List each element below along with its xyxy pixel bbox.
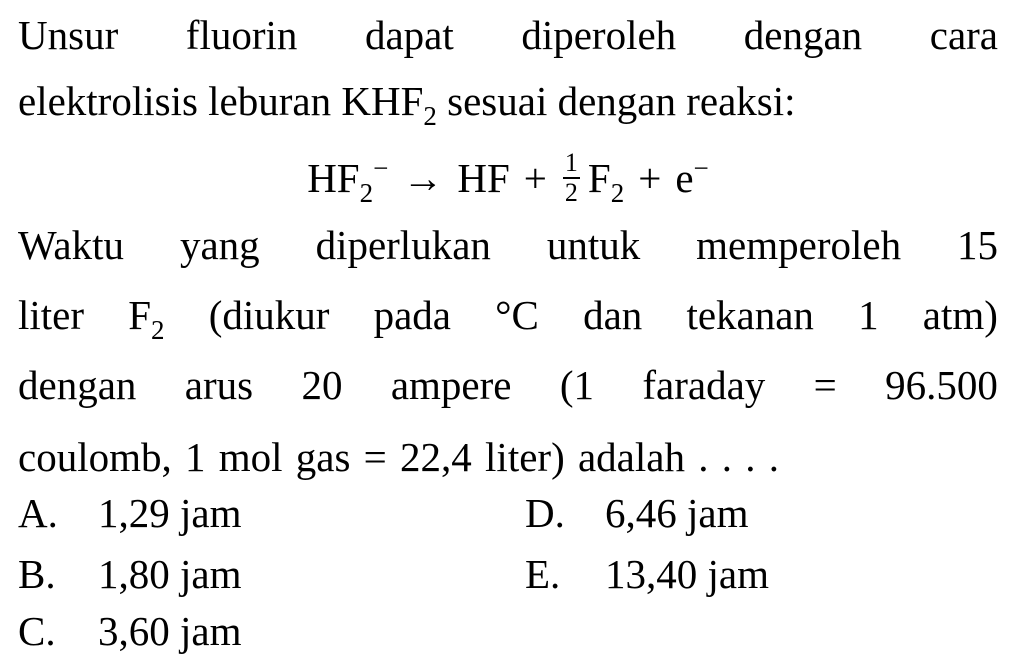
word: 15 xyxy=(957,222,998,268)
word: 96.500 xyxy=(885,362,998,408)
word: dan xyxy=(583,292,643,338)
fraction xyxy=(563,150,580,206)
question-line-3 xyxy=(18,220,998,270)
electron xyxy=(675,148,708,208)
option-letter: A. xyxy=(18,490,58,536)
question-line-5 xyxy=(18,360,998,410)
word: cara xyxy=(929,12,998,58)
word: Waktu xyxy=(18,222,125,268)
word: pada xyxy=(373,292,451,338)
word: arus xyxy=(184,362,254,408)
word: ampere xyxy=(390,362,512,408)
product-f2-formula: F xyxy=(587,155,611,201)
word: untuk xyxy=(546,222,641,268)
option-letter: B. xyxy=(18,551,56,597)
word: memperoleh xyxy=(696,222,902,268)
subscript: 2 xyxy=(359,178,374,208)
reaction-equation xyxy=(0,148,1016,208)
reactant-formula: HF xyxy=(307,155,360,201)
option-letter: E. xyxy=(525,551,561,597)
word: atm) xyxy=(922,292,998,338)
option-a[interactable] xyxy=(18,488,241,538)
option-e[interactable] xyxy=(525,549,769,599)
product-f2 xyxy=(588,148,624,208)
word: yang xyxy=(179,222,260,268)
charge: − xyxy=(693,153,709,183)
question-line-1 xyxy=(18,10,998,60)
option-text: 6,46 jam xyxy=(605,490,749,536)
electron-symbol: e xyxy=(675,155,694,201)
plus-sign: + xyxy=(638,155,662,201)
word: dapat xyxy=(364,12,454,58)
product-hf: HF xyxy=(457,155,510,201)
reaction-arrow: → xyxy=(402,155,444,201)
option-text: 1,29 jam xyxy=(98,490,242,536)
text: sesuai dengan reaksi: xyxy=(436,78,796,124)
word: = xyxy=(813,362,837,408)
question-line-2 xyxy=(18,76,998,131)
subscript: 2 xyxy=(151,315,165,345)
f-symbol: F xyxy=(128,292,152,338)
word: faraday xyxy=(642,362,766,408)
text: elektrolisis leburan KHF xyxy=(18,78,424,124)
option-d[interactable] xyxy=(525,488,748,538)
plus-sign: + xyxy=(523,155,547,201)
charge: − xyxy=(373,153,389,183)
word: 20 xyxy=(301,362,343,408)
word: diperlukan xyxy=(315,222,491,268)
word: fluorin xyxy=(185,12,298,58)
subscript: 2 xyxy=(423,101,437,131)
question-line-4 xyxy=(18,290,998,345)
word: °C xyxy=(495,292,539,338)
fraction-denominator: 2 xyxy=(564,178,578,207)
option-letter: D. xyxy=(525,490,565,536)
option-text: 13,40 jam xyxy=(605,551,769,597)
word: 1 xyxy=(858,292,879,338)
word: liter xyxy=(18,292,85,338)
word: Unsur xyxy=(18,12,119,58)
option-c[interactable] xyxy=(18,606,241,656)
option-b[interactable] xyxy=(18,549,241,599)
subscript: 2 xyxy=(610,178,625,208)
fraction-numerator: 1 xyxy=(564,148,578,177)
reactant xyxy=(307,148,388,208)
word-f2 xyxy=(128,290,165,345)
word: tekanan xyxy=(686,292,814,338)
option-text: 1,80 jam xyxy=(98,551,242,597)
word: diperoleh xyxy=(521,12,677,58)
option-letter: C. xyxy=(18,608,56,654)
option-text: 3,60 jam xyxy=(98,608,242,654)
word: (1 xyxy=(559,362,595,408)
question-line-6: coulomb, 1 mol gas = 22,4 liter) adalah . . . . xyxy=(18,434,779,480)
word: dengan xyxy=(18,362,137,408)
word: (diukur xyxy=(208,292,330,338)
word: dengan xyxy=(743,12,863,58)
